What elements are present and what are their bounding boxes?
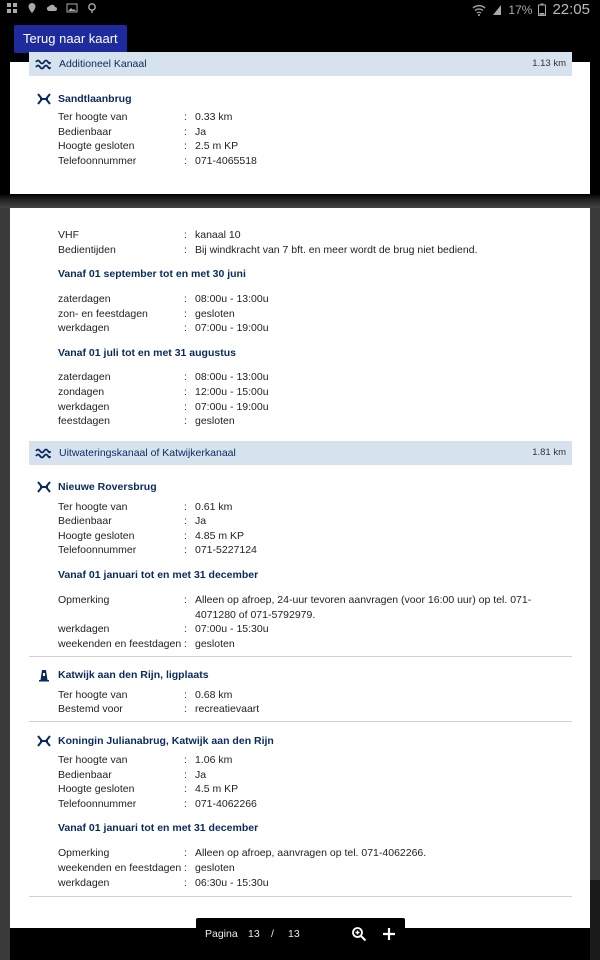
detail-value: 06:30u - 15:30u — [195, 877, 269, 889]
colon: : — [184, 415, 187, 427]
colon: : — [184, 386, 187, 398]
detail-row — [58, 637, 578, 652]
detail-row — [58, 688, 578, 703]
detail-value: 08:00u - 13:00u — [195, 371, 269, 383]
bridge-icon — [37, 480, 51, 494]
divider — [29, 656, 572, 657]
colon: : — [184, 140, 187, 152]
colon: : — [184, 501, 187, 513]
detail-row — [58, 414, 578, 429]
bridge-title[interactable]: Nieuwe Roversbrug — [58, 481, 157, 493]
detail-key: VHF — [58, 229, 79, 241]
detail-value: Ja — [195, 769, 207, 781]
image-icon — [66, 2, 78, 14]
colon: : — [184, 769, 187, 781]
detail-key: Opmerking — [58, 594, 110, 606]
total-pages: 13 — [288, 928, 300, 940]
detail-key: Ter hoogte van — [58, 754, 128, 766]
detail-row — [58, 543, 578, 558]
detail-row — [58, 876, 578, 891]
bridge-icon — [37, 734, 51, 748]
detail-key: zon- en feestdagen — [58, 308, 148, 320]
period-title: Vanaf 01 januari tot en met 31 december — [58, 822, 259, 834]
detail-key: Telefoonnummer — [58, 798, 137, 810]
detail-row — [58, 702, 578, 717]
colon: : — [184, 798, 187, 810]
detail-row — [58, 529, 578, 544]
mooring-title[interactable]: Katwijk aan den Rijn, ligplaats — [58, 669, 209, 681]
colon: : — [184, 111, 187, 123]
detail-key: Telefoonnummer — [58, 155, 137, 167]
detail-row — [58, 400, 578, 415]
detail-row — [58, 243, 578, 258]
lighthouse-icon — [37, 668, 51, 682]
bridge-icon — [37, 92, 51, 106]
detail-value: kanaal 10 — [195, 229, 241, 241]
detail-value: Bij windkracht van 7 bft. en meer wordt de brug niet bediend. — [195, 244, 478, 256]
detail-key: weekenden en feestdagen — [58, 862, 182, 874]
detail-key: werkdagen — [58, 401, 110, 413]
detail-value: 4.85 m KP — [195, 530, 245, 542]
detail-key: Telefoonnummer — [58, 544, 137, 556]
detail-value: gesloten — [195, 638, 235, 650]
detail-key: zaterdagen — [58, 293, 111, 305]
back-to-map-button[interactable]: Terug naar kaart — [14, 25, 127, 53]
detail-key: Hoogte gesloten — [58, 783, 135, 795]
section-distance: 1.81 km — [532, 447, 566, 458]
clock: 22:05 — [552, 1, 590, 18]
detail-value: 1.06 km — [195, 754, 233, 766]
colon: : — [184, 877, 187, 889]
divider — [29, 896, 572, 897]
zoom-icon[interactable] — [351, 926, 367, 942]
colon: : — [184, 703, 187, 715]
colon: : — [184, 530, 187, 542]
colon: : — [184, 594, 187, 606]
page-gap — [0, 194, 600, 208]
detail-row — [58, 797, 578, 812]
detail-row — [58, 846, 578, 861]
section-label: Uitwateringskanaal of Katwijkerkanaal — [59, 447, 236, 459]
period-title: Vanaf 01 september tot en met 30 juni — [58, 268, 246, 280]
detail-value: 07:00u - 15:30u — [195, 623, 269, 635]
detail-value: 07:00u - 19:00u — [195, 322, 269, 334]
colon: : — [184, 229, 187, 241]
detail-key: Opmerking — [58, 847, 110, 859]
detail-value: 071-4062266 — [195, 798, 257, 810]
detail-value: 0.68 km — [195, 689, 233, 701]
colon: : — [184, 638, 187, 650]
page-separator: / — [271, 928, 274, 940]
signal-icon — [492, 4, 502, 16]
detail-row — [58, 125, 578, 140]
section-label: Additioneel Kanaal — [59, 58, 147, 70]
detail-key: werkdagen — [58, 877, 110, 889]
detail-key: Bestemd voor — [58, 703, 123, 715]
map-pin-icon — [86, 2, 98, 14]
detail-value: 0.61 km — [195, 501, 233, 513]
detail-key: Ter hoogte van — [58, 689, 128, 701]
pdf-page — [10, 208, 590, 928]
colon: : — [184, 689, 187, 701]
detail-row — [58, 622, 578, 637]
detail-key: zaterdagen — [58, 371, 111, 383]
colon: : — [184, 623, 187, 635]
detail-row — [58, 139, 578, 154]
page-navigator — [196, 918, 405, 951]
page-margin-right-bottom — [590, 880, 600, 960]
detail-key: Hoogte gesloten — [58, 530, 135, 542]
detail-row — [58, 500, 578, 515]
colon: : — [184, 244, 187, 256]
pdf-page — [10, 58, 590, 194]
detail-key: Bedienbaar — [58, 515, 112, 527]
location-icon — [26, 2, 38, 14]
colon: : — [184, 544, 187, 556]
colon: : — [184, 126, 187, 138]
detail-value: Alleen op afroep, aanvragen op tel. 071-4062266. — [195, 847, 427, 859]
colon: : — [184, 754, 187, 766]
detail-value: 071-4065518 — [195, 155, 257, 167]
detail-row — [58, 321, 578, 336]
detail-value: Ja — [195, 126, 207, 138]
divider — [29, 721, 572, 722]
detail-row — [58, 753, 578, 768]
detail-row — [58, 385, 578, 400]
detail-value: 2.5 m KP — [195, 140, 239, 152]
colon: : — [184, 515, 187, 527]
page-margin-left — [0, 208, 10, 960]
detail-value: gesloten — [195, 862, 235, 874]
detail-row — [58, 782, 578, 797]
detail-row — [58, 768, 578, 783]
detail-value: Alleen op afroep, 24-uur tevoren aanvragen (voor 16:00 uur) op tel. 071-4071280 of 071-5792979. — [195, 594, 532, 621]
section-distance: 1.13 km — [532, 58, 566, 69]
detail-key: zondagen — [58, 386, 105, 398]
detail-key: Bedienbaar — [58, 769, 112, 781]
detail-value: 12:00u - 15:00u — [195, 386, 269, 398]
cloud-icon — [46, 2, 58, 14]
page-label: Pagina — [205, 928, 238, 940]
detail-row — [58, 292, 578, 307]
detail-value: 07:00u - 19:00u — [195, 401, 269, 413]
detail-row — [58, 861, 578, 876]
detail-value: 08:00u - 13:00u — [195, 293, 269, 305]
section-header — [29, 52, 572, 76]
bridge-title[interactable]: Sandtlaanbrug — [58, 93, 132, 105]
detail-key: feestdagen — [58, 415, 110, 427]
battery-level: 17% — [508, 2, 533, 17]
detail-value: recreatievaart — [195, 703, 260, 715]
plus-icon[interactable] — [381, 926, 397, 942]
detail-key: weekenden en feestdagen — [58, 638, 182, 650]
page-margin-right — [590, 208, 600, 960]
battery-icon — [538, 3, 546, 16]
status-bar — [0, 0, 600, 18]
colon: : — [184, 293, 187, 305]
period-title: Vanaf 01 juli tot en met 31 augustus — [58, 347, 236, 359]
detail-row — [58, 514, 578, 529]
colon: : — [184, 322, 187, 334]
detail-key: werkdagen — [58, 623, 110, 635]
detail-key: Bedienbaar — [58, 126, 112, 138]
detail-key: Ter hoogte van — [58, 501, 128, 513]
colon: : — [184, 847, 187, 859]
detail-row — [58, 307, 578, 322]
detail-value: 4.5 m KP — [195, 783, 239, 795]
detail-row — [58, 228, 578, 243]
detail-key: Hoogte gesloten — [58, 140, 135, 152]
wifi-icon — [472, 4, 486, 16]
colon: : — [184, 371, 187, 383]
detail-key: Bedientijden — [58, 244, 116, 256]
detail-key: werkdagen — [58, 322, 110, 334]
detail-row — [58, 154, 578, 169]
detail-row — [58, 370, 578, 385]
detail-value: Ja — [195, 515, 207, 527]
detail-value: 0.33 km — [195, 111, 233, 123]
detail-row — [58, 110, 578, 125]
colon: : — [184, 155, 187, 167]
waves-icon — [35, 58, 51, 70]
section-header — [29, 441, 572, 465]
detail-value: gesloten — [195, 308, 235, 320]
colon: : — [184, 401, 187, 413]
colon: : — [184, 783, 187, 795]
detail-row — [58, 593, 578, 621]
bridge-title[interactable]: Koningin Julianabrug, Katwijk aan den Rijn — [58, 735, 274, 747]
colon: : — [184, 862, 187, 874]
colon: : — [184, 308, 187, 320]
period-title: Vanaf 01 januari tot en met 31 december — [58, 569, 259, 581]
current-page[interactable]: 13 — [248, 928, 260, 940]
detail-key: Ter hoogte van — [58, 111, 128, 123]
detail-value: 071-5227124 — [195, 544, 257, 556]
waves-icon — [35, 447, 51, 459]
detail-value: gesloten — [195, 415, 235, 427]
grid-icon — [6, 2, 18, 14]
